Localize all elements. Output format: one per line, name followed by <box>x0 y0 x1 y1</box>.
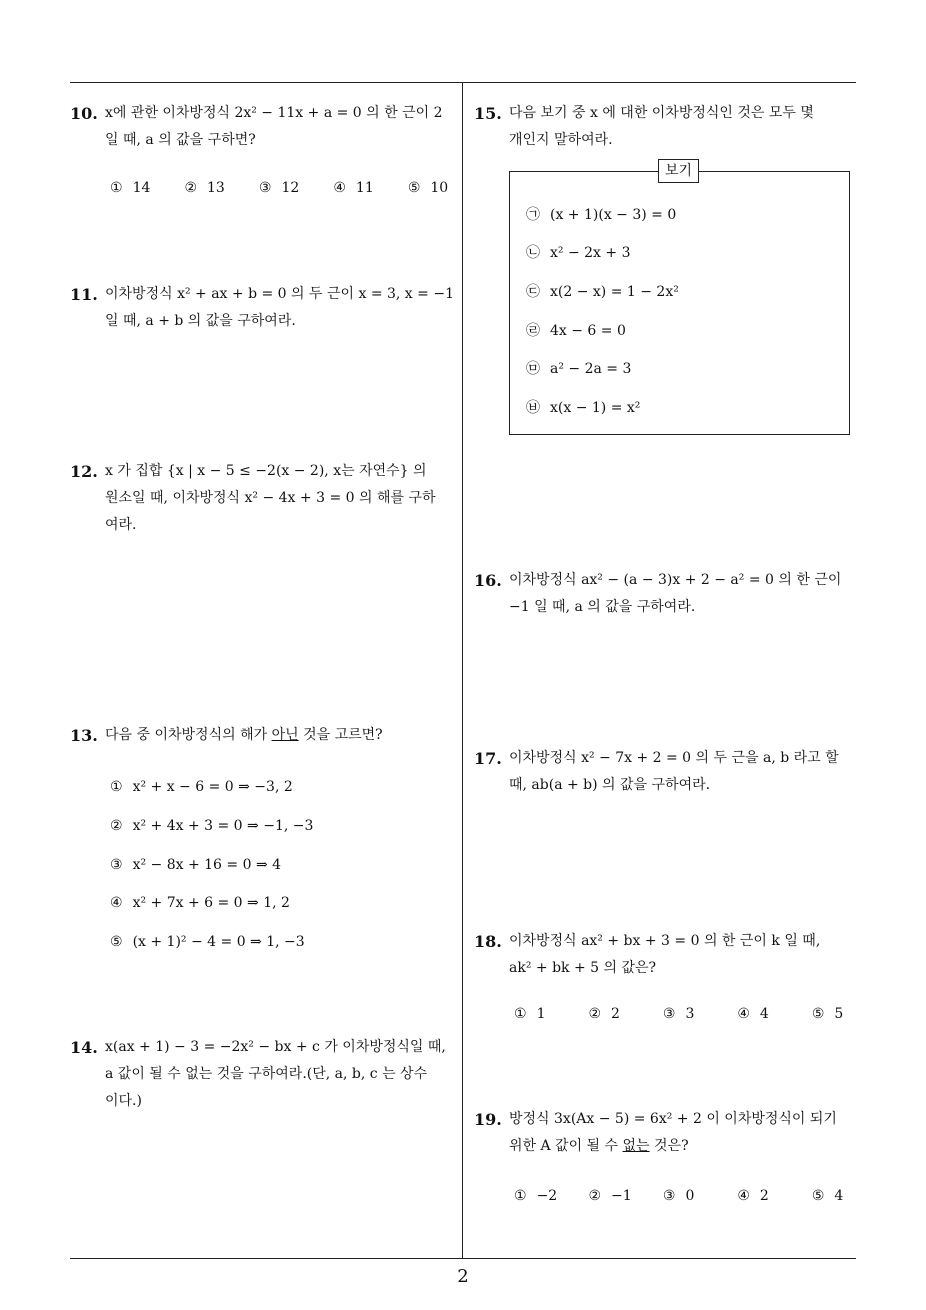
option-2[interactable]: ② 2 <box>588 1006 620 1022</box>
question-text-line: 때, ab(a + b) 의 값을 구하여라. <box>509 777 711 793</box>
option-4[interactable]: ④ 11 <box>333 180 374 196</box>
option-1[interactable]: ① x² + x − 6 = 0 ⇒ −3, 2 <box>110 779 293 795</box>
question-text-line: 개인지 말하여라. <box>509 132 613 148</box>
question-text-line: a 값이 될 수 없는 것을 구하여라.(단, a, b, c 는 상수 <box>105 1066 428 1082</box>
question-number: 14. <box>70 1038 98 1057</box>
question-number: 16. <box>474 571 502 590</box>
option-2[interactable]: ② 13 <box>184 180 225 196</box>
option-3[interactable]: ③ 0 <box>662 1188 695 1204</box>
bottom-rule <box>70 1258 856 1259</box>
box-item: ㉠ (x + 1)(x − 3) = 0 <box>526 207 677 223</box>
column-divider <box>462 83 463 1259</box>
question-text: 다음 중 이차방정식의 해가 <box>105 727 272 743</box>
box-item: ㉥ x(x − 1) = x² <box>526 400 641 416</box>
option-5[interactable]: ⑤ 5 <box>811 1006 844 1022</box>
option-5[interactable]: ⑤ (x + 1)² − 4 = 0 ⇒ 1, −3 <box>110 934 305 950</box>
option-4[interactable]: ④ x² + 7x + 6 = 0 ⇒ 1, 2 <box>110 895 290 911</box>
question-16 <box>474 567 858 621</box>
page-number: 2 <box>457 1266 469 1287</box>
option-5[interactable]: ⑤ 4 <box>811 1188 844 1204</box>
option-3[interactable]: ③ x² − 8x + 16 = 0 ⇒ 4 <box>110 857 282 873</box>
question-text-line: x(ax + 1) − 3 = −2x² − bx + c 가 이차방정식일 때, <box>105 1039 446 1055</box>
question-text-line: 이다.) <box>105 1093 142 1109</box>
option-2[interactable]: ② −1 <box>588 1188 632 1204</box>
question-text-line: 이차방정식 x² − 7x + 2 = 0 의 두 근을 a, b 라고 할 <box>509 750 839 766</box>
question-18 <box>474 928 858 982</box>
question-number: 18. <box>474 932 502 951</box>
question-text-line: x 가 집합 {x | x − 5 ≤ −2(x − 2), x는 자연수} 의 <box>105 463 427 479</box>
question-text-line: x에 관한 이차방정식 2x² − 11x + a = 0 의 한 근이 2 <box>105 105 443 121</box>
question-10 <box>70 100 456 154</box>
box-item: ㉣ 4x − 6 = 0 <box>526 323 626 339</box>
question-text-line: 원소일 때, 이차방정식 x² − 4x + 3 = 0 의 해를 구하 <box>105 490 436 506</box>
question-number: 10. <box>70 104 98 123</box>
box-item: ㉤ a² − 2a = 3 <box>526 361 632 377</box>
answer-options <box>514 1188 862 1204</box>
option-3[interactable]: ③ 12 <box>258 180 300 196</box>
question-text-line: 방정식 3x(Ax − 5) = 6x² + 2 이 이차방정식이 되기 <box>509 1111 837 1127</box>
question-text-line: 일 때, a 의 값을 구하면? <box>105 132 256 148</box>
question-text-line: 다음 보기 중 x 에 대한 이차방정식인 것은 모두 몇 <box>509 105 814 121</box>
question-number: 15. <box>474 104 502 123</box>
question-17 <box>474 745 858 799</box>
answer-options <box>110 180 468 196</box>
option-1[interactable]: ① −2 <box>514 1188 558 1204</box>
question-number: 19. <box>474 1110 502 1129</box>
question-text-line: ak² + bk + 5 의 값은? <box>509 960 657 976</box>
question-13 <box>70 722 456 749</box>
question-number: 13. <box>70 726 98 745</box>
option-4[interactable]: ④ 4 <box>737 1006 769 1022</box>
box-item: ㉡ x² − 2x + 3 <box>526 245 631 261</box>
question-text: 것은? <box>649 1138 689 1154</box>
option-3[interactable]: ③ 3 <box>662 1006 695 1022</box>
question-number: 11. <box>70 285 98 304</box>
question-text-line: 일 때, a + b 의 값을 구하여라. <box>105 313 296 329</box>
option-5[interactable]: ⑤ 10 <box>407 180 449 196</box>
answer-options <box>514 1006 862 1022</box>
option-4[interactable]: ④ 2 <box>737 1188 769 1204</box>
option-1[interactable]: ① 1 <box>514 1006 546 1022</box>
question-number: 12. <box>70 462 98 481</box>
underlined-word: 없는 <box>622 1138 650 1154</box>
underlined-word: 아닌 <box>271 727 299 743</box>
question-text-line: 이차방정식 x² + ax + b = 0 의 두 근이 x = 3, x = −1 <box>105 286 454 302</box>
top-rule <box>70 82 856 83</box>
question-14 <box>70 1034 456 1115</box>
question-text-line: 이차방정식 ax² + bx + 3 = 0 의 한 근이 k 일 때, <box>509 933 821 949</box>
question-text-line: 여라. <box>105 517 137 533</box>
box-item: ㉢ x(2 − x) = 1 − 2x² <box>526 284 679 300</box>
question-text: 것을 고르면? <box>298 727 383 743</box>
question-11 <box>70 281 456 335</box>
question-text: 위한 A 값이 될 수 <box>509 1138 623 1154</box>
question-text-line: 이차방정식 ax² − (a − 3)x + 2 − a² = 0 의 한 근이 <box>509 572 842 588</box>
option-1[interactable]: ① 14 <box>110 180 151 196</box>
question-19 <box>474 1106 858 1160</box>
question-12 <box>70 458 456 539</box>
question-text-line: −1 일 때, a 의 값을 구하여라. <box>509 599 696 615</box>
example-box-title: 보기 <box>658 159 699 183</box>
question-number: 17. <box>474 749 502 768</box>
option-2[interactable]: ② x² + 4x + 3 = 0 ⇒ −1, −3 <box>110 818 314 834</box>
question-15 <box>474 100 858 154</box>
